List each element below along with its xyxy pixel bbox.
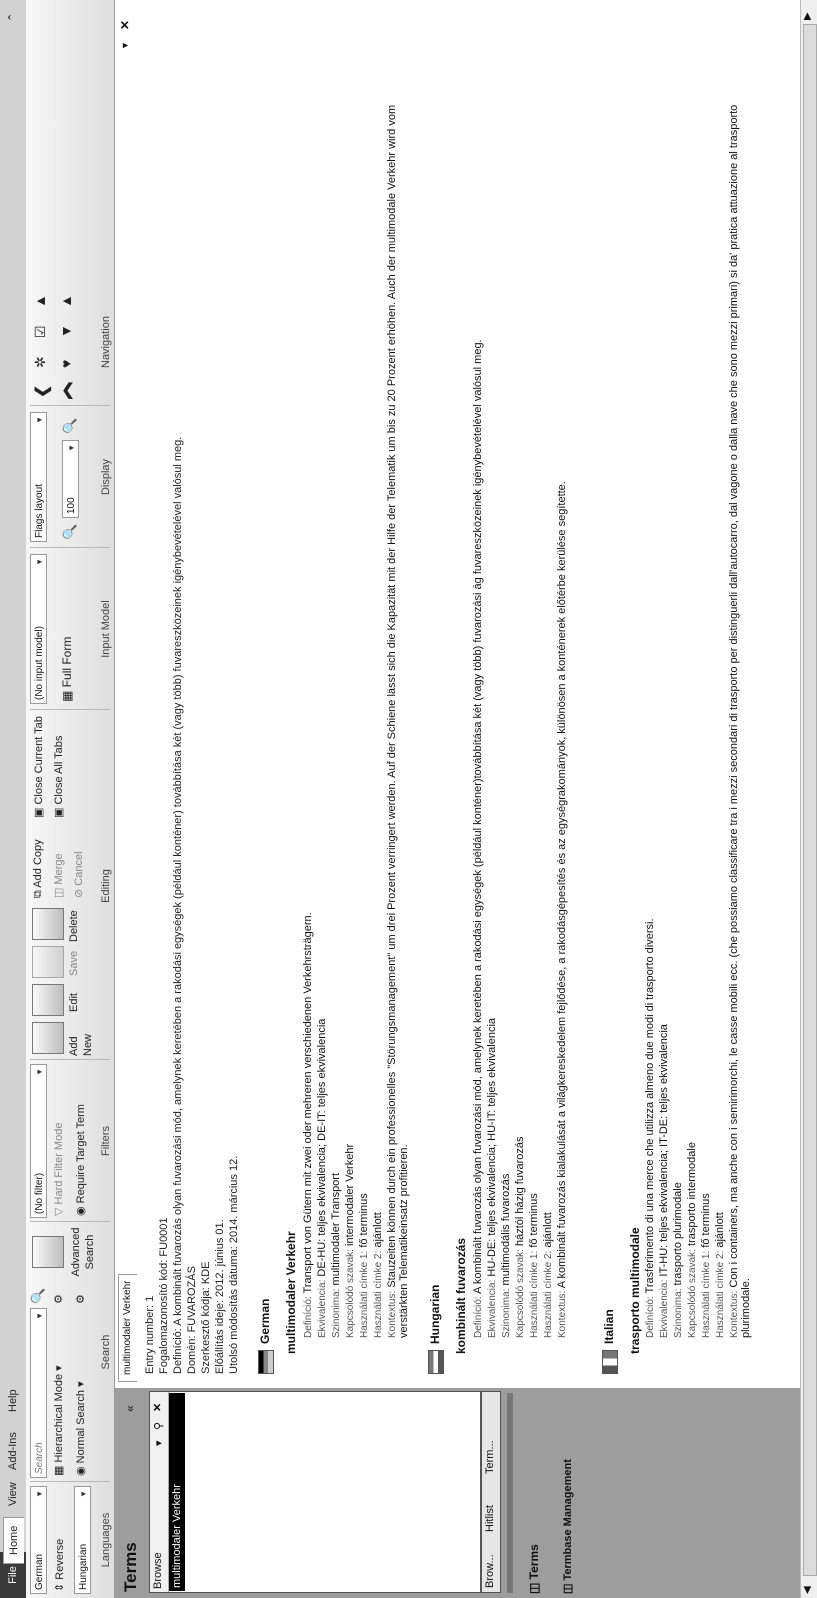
- add-new-label[interactable]: Add: [68, 1036, 80, 1056]
- field-usage1: Használati címke 1: fő terminus: [358, 1193, 370, 1338]
- tab-help[interactable]: Help: [7, 1389, 19, 1412]
- field-usage2: Használati címke 2: ajánlott: [542, 1212, 554, 1338]
- term-italian: trasporto multimodale: [628, 1227, 642, 1354]
- filters-group-label: Filters: [100, 1126, 112, 1156]
- splitter[interactable]: [507, 1393, 513, 1593]
- filter-select[interactable]: (No filter) ▼: [30, 1064, 47, 1218]
- display-group-label: Display: [100, 458, 112, 496]
- field-equivalence: Ekvivalencia: IT-HU: teljes ekvivalencia; IT-DE: teljes ekvivalencia: [658, 1024, 670, 1338]
- collapse-panel-icon[interactable]: «: [123, 1405, 137, 1412]
- edit-icon[interactable]: [32, 984, 64, 1016]
- italian-flag-icon: [602, 1350, 618, 1374]
- divider: [30, 1481, 110, 1482]
- close-tab-icon: ▣: [33, 807, 45, 818]
- tab-addins[interactable]: Add-Ins: [7, 1432, 19, 1470]
- sidebar-item-terms[interactable]: ◫ Terms: [527, 1544, 541, 1594]
- close-all-icon: ▣: [53, 807, 65, 818]
- browse-label: Browse: [152, 1552, 164, 1589]
- scroll-right-icon[interactable]: ▶: [802, 12, 813, 20]
- field-context: Kontextus: Con i containers, ma anche con i semirimorchi, le casse mobili ecc. (che possiamo classificare tra i mezzi secondari di trasporto per distinguerli dall'autocarro, dal vagone o dalla nave che sono mezzi primari) si da' pratica attuazione al trasporto plurimodale.: [728, 104, 752, 1338]
- navigation-group-label: Navigation: [100, 316, 112, 368]
- field-related: Kapcsolódó szavak: háztól házig fuvarozás: [514, 1136, 526, 1338]
- zoom-out-icon[interactable]: 🔍: [62, 523, 77, 540]
- sidebar-item-termbase-management[interactable]: ◫ Termbase Management: [562, 1459, 574, 1594]
- language-heading-italian: Italian: [602, 1309, 618, 1374]
- field-usage2: Használati címke 2: ajánlott: [372, 1212, 384, 1338]
- entry-tab-strip: [115, 0, 137, 1386]
- divider: [30, 547, 110, 548]
- concept-definition: Definíció: A kombinált fuvarozás olyan fuvarozási mód, amelynek keretében a rakodási egységek (például konténer) továbbítása két (vagy több) fuvareszközeinek igénybevételével valósul meg.: [172, 436, 184, 1374]
- modified-date: Utolsó módosítás dátuma: 2014. március 12.: [228, 1155, 240, 1374]
- cancel-icon: ⊘: [73, 888, 85, 898]
- bookmark-icon[interactable]: ♥: [58, 359, 74, 368]
- up-circle-icon[interactable]: ▲: [58, 294, 74, 308]
- field-context: Kontextus: A kombinált fuvarozás kialakulását a világkereskedelem fejlődése, a rakodásgépesítés és az egységrakományok, különösen a konténerek előtérbe kerülése segítette.: [556, 481, 568, 1338]
- down-circle-icon[interactable]: ▼: [58, 324, 74, 338]
- reverse-icon: ⇕: [54, 1582, 66, 1592]
- add-new-icon[interactable]: [32, 1022, 64, 1054]
- check-icon[interactable]: ☑: [32, 325, 48, 338]
- field-equivalence: Ekvivalencia: HU-DE: teljes ekvivalencia; HU-IT: teljes ekvivalencia: [486, 1017, 498, 1338]
- cancel-button[interactable]: ⊘ Cancel: [73, 851, 85, 898]
- browse-window: [149, 1391, 481, 1593]
- field-usage1: Használati címke 1: fő terminus: [700, 1193, 712, 1338]
- field-definition: Definíció: Transport von Gütern mit zwei oder mehreren verschiedenen Verkehrsträgern.: [302, 912, 314, 1338]
- merge-icon: ◫: [53, 887, 65, 898]
- terms-panel: [115, 1388, 817, 1598]
- field-definition: Definíció: Trasferimento di una merce che utilizza almeno due modi di trasporto diversi.: [644, 918, 656, 1338]
- field-related: Kapcsolódó szavak: trasporto intermodale: [686, 1142, 698, 1338]
- hard-filter-mode-button[interactable]: ▽ Hard Filter Mode: [53, 1122, 65, 1216]
- previous-icon[interactable]: ❮: [34, 384, 51, 398]
- advanced-search-label[interactable]: Advanced: [70, 1227, 82, 1277]
- advanced-search-label2[interactable]: Search: [84, 1234, 96, 1270]
- form-icon: ▦: [60, 690, 74, 702]
- close-all-tabs-button[interactable]: ▣ Close All Tabs: [53, 735, 65, 818]
- binoculars-icon: ◉: [75, 1466, 87, 1476]
- input-model-select[interactable]: (No input model) ▼: [30, 554, 47, 704]
- term-hungarian: kombinált fuvarozás: [454, 1237, 468, 1354]
- minimize-ribbon-icon[interactable]: ⌃: [7, 12, 19, 22]
- tab-hitlist[interactable]: Hitlist: [484, 1505, 496, 1532]
- database-icon: ◫: [562, 1583, 574, 1594]
- ribbon: [26, 0, 115, 1598]
- menu-bar: [0, 0, 27, 1598]
- zoom-in-icon[interactable]: 🔍: [62, 417, 77, 434]
- layout-select[interactable]: Flags layout ▼: [30, 412, 47, 542]
- first-icon[interactable]: ▲: [32, 294, 48, 308]
- field-related: Kapcsolódó szavak: intermodaler Verkehr: [344, 1143, 356, 1338]
- field-equivalence: Ekvivalencia: DE-HU: teljes ekvivalencia; DE-IT: teljes ekvivalencia: [316, 1018, 328, 1338]
- normal-search-button[interactable]: ◉ Normal Search ▾: [75, 1381, 87, 1476]
- edit-button[interactable]: Edit: [68, 993, 80, 1012]
- filter-icon: ▽: [53, 1207, 65, 1216]
- target-icon: ◉: [75, 1206, 87, 1216]
- save-button[interactable]: Save: [68, 950, 80, 976]
- horizontal-scrollbar[interactable]: [800, 0, 817, 1598]
- language-heading-hungarian: Hungarian: [428, 1285, 444, 1374]
- field-synonym: Szinonima: trasporto plurimodale: [672, 1182, 684, 1338]
- german-flag-icon: [258, 1350, 274, 1374]
- languages-group-label: Languages: [100, 1512, 112, 1568]
- browse-header: [150, 1392, 169, 1592]
- language-heading-german: German: [258, 1299, 274, 1374]
- add-copy-button[interactable]: ⧉ Add Copy: [32, 839, 44, 898]
- domain: Domén: FUVAROZÁS: [186, 1266, 198, 1374]
- field-usage2: Használati címke 2: ajánlott: [714, 1212, 726, 1338]
- entry-number: Entry number: 1: [144, 1295, 156, 1374]
- panel-tabs: [481, 1391, 501, 1593]
- advanced-search-icon[interactable]: [32, 1236, 64, 1268]
- dropdown-icon[interactable]: ▾: [153, 1440, 165, 1446]
- target-language-select[interactable]: Hungarian ▼: [74, 1486, 91, 1594]
- input-model-group-label: Input Model: [100, 600, 112, 658]
- sync-icon[interactable]: ✲: [32, 356, 48, 368]
- tab-termwindow[interactable]: Term...: [484, 1440, 496, 1474]
- close-tab-icon[interactable]: ✕: [118, 19, 132, 30]
- field-synonym: Szinonima: multimodaler Transport: [330, 1172, 342, 1338]
- scroll-left-icon[interactable]: ◀: [802, 1586, 813, 1594]
- field-context: Kontextus: Stauzeiten können durch ein professionelles "Störungsmanagement" um drei Prozent verringert werden. Auf der Schiene lässt sich die Kapazität mit der Hilfe der Telematik um bis zu 20 Prozent erhöhen. Auch der multimodale Verkehr wird vom verstärkten Telematikeinsatz profitieren.: [386, 104, 410, 1338]
- reverse-button[interactable]: ⇕ Reverse: [54, 1538, 66, 1592]
- created-date: Előállítás ideje: 2012. június 01.: [214, 1219, 226, 1374]
- tab-list-icon[interactable]: ▼: [120, 41, 130, 50]
- field-definition: Definíció: A kombinált fuvarozás olyan fuvarozási mód, amelynek keretében a rakodási egységek (például konténer)továbbítása két (vagy több) fuvarozási ág fuvareszközeinek igénybevételével valósul meg.: [472, 339, 484, 1338]
- zoom-select[interactable]: 100 ▼: [62, 440, 79, 518]
- require-target-term-button[interactable]: ◉ Require Target Term: [75, 1104, 87, 1216]
- delete-icon[interactable]: [32, 908, 64, 940]
- field-usage1: Használati címke 1: fő terminus: [528, 1193, 540, 1338]
- entry-view: [140, 14, 800, 1384]
- search-group-label: Search: [100, 1334, 112, 1370]
- list-item[interactable]: multimodaler Verkehr: [169, 1393, 185, 1591]
- copy-icon: ⧉: [32, 890, 44, 898]
- concept-id: Fogalomazonosító kód: FU0001: [158, 1217, 170, 1374]
- save-icon[interactable]: [32, 946, 64, 978]
- pin-icon[interactable]: ⚲: [153, 1421, 165, 1430]
- hierarchy-icon: ▦: [53, 1465, 65, 1476]
- divider: [30, 1221, 110, 1222]
- terms-icon: ◫: [527, 1582, 541, 1594]
- hierarchical-mode-button[interactable]: ▦ Hierarchical Mode ▾: [53, 1365, 65, 1476]
- hungarian-flag-icon: [428, 1350, 444, 1374]
- close-current-tab-button[interactable]: ▣ Close Current Tab: [33, 716, 45, 818]
- divider: [30, 709, 110, 710]
- field-synonym: Szinonima: multimodális fuvarozás: [500, 1173, 512, 1338]
- delete-button[interactable]: Delete: [68, 910, 80, 942]
- scroll-thumb[interactable]: [803, 24, 817, 1576]
- divider: [30, 1059, 110, 1060]
- tab-home[interactable]: Home: [3, 1517, 24, 1564]
- settings-icon[interactable]: ⚙: [75, 1294, 87, 1304]
- close-icon[interactable]: ✕: [152, 1402, 164, 1412]
- tab-browse[interactable]: Brow...: [484, 1554, 496, 1588]
- editing-group-label: Editing: [100, 869, 112, 903]
- source-language-select[interactable]: German ▼: [30, 1486, 47, 1594]
- add-new-label2[interactable]: New: [82, 1033, 94, 1056]
- terms-panel-title: Terms: [121, 1542, 140, 1592]
- tab-entry[interactable]: multimodaler Verkehr: [118, 1274, 137, 1382]
- merge-button[interactable]: ◫ Merge: [53, 853, 65, 898]
- tab-view[interactable]: View: [7, 1482, 19, 1506]
- term-german: multimodaler Verkehr: [284, 1231, 298, 1354]
- search-input[interactable]: Search ▼: [30, 1308, 47, 1478]
- filter-icon[interactable]: ⚙: [53, 1294, 65, 1304]
- full-form-button[interactable]: ▦ Full Form: [60, 636, 74, 702]
- divider: [30, 405, 110, 406]
- search-icon[interactable]: 🔍: [30, 1287, 45, 1304]
- editor-code: Szerkesztő kódja: KDE: [200, 1261, 212, 1374]
- next-icon[interactable]: ❯: [61, 382, 75, 400]
- file-menu[interactable]: File: [0, 1552, 26, 1598]
